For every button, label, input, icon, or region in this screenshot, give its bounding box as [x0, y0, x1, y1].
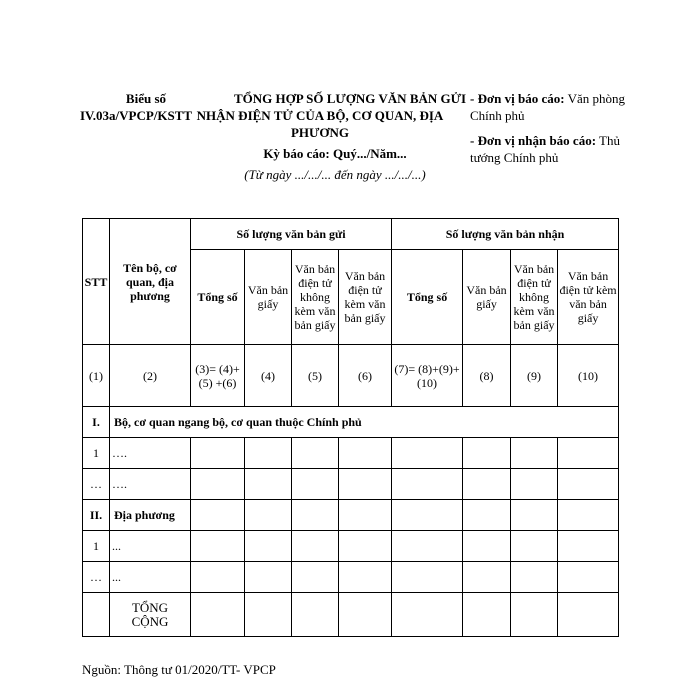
- unit-info: [470, 90, 630, 166]
- index-cell: (2): [110, 345, 191, 407]
- data-cell[interactable]: [191, 531, 245, 562]
- data-cell[interactable]: [245, 531, 292, 562]
- report-title-line2: NHẬN ĐIỆN TỬ CỦA BỘ, CƠ QUAN, ĐỊA: [196, 108, 444, 123]
- row-stt: 1: [83, 531, 110, 562]
- data-cell[interactable]: [339, 531, 392, 562]
- data-cell[interactable]: [339, 438, 392, 469]
- receiving-unit-label: - Đơn vị nhận báo cáo:: [470, 133, 597, 148]
- data-cell[interactable]: [463, 531, 511, 562]
- total-row: [83, 593, 619, 637]
- section-row: [83, 407, 619, 438]
- section-number: I.: [83, 407, 110, 438]
- data-cell[interactable]: [558, 531, 619, 562]
- data-cell[interactable]: [511, 593, 558, 637]
- total-stt: [83, 593, 110, 637]
- table-row: [83, 562, 619, 593]
- data-cell[interactable]: [392, 562, 463, 593]
- data-cell[interactable]: [392, 500, 463, 531]
- row-name: ….: [110, 438, 191, 469]
- data-cell[interactable]: [463, 469, 511, 500]
- data-cell[interactable]: [463, 593, 511, 637]
- received-total: Tổng số: [392, 250, 463, 345]
- form-code-line2: IV.03a/VPCP/KSTT: [80, 108, 193, 123]
- received-electronic-no-paper: Văn bản điện tử không kèm văn bản giấy: [511, 250, 558, 345]
- form-code-line1: Biểu số: [125, 91, 166, 106]
- col-name: Tên bộ, cơ quan, địa phương: [110, 219, 191, 345]
- report-period: Kỳ báo cáo: Quý.../Năm...: [263, 146, 407, 161]
- sent-paper: Văn bản giấy: [245, 250, 292, 345]
- data-cell[interactable]: [191, 593, 245, 637]
- data-cell[interactable]: [245, 438, 292, 469]
- data-cell[interactable]: [511, 438, 558, 469]
- report-table: [82, 218, 619, 637]
- row-name: ...: [110, 562, 191, 593]
- index-cell: (3)= (4)+(5) +(6): [191, 345, 245, 407]
- received-paper: Văn bản giấy: [463, 250, 511, 345]
- row-stt: …: [83, 469, 110, 500]
- index-cell: (4): [245, 345, 292, 407]
- reporting-unit-label: - Đơn vị báo cáo:: [470, 91, 565, 106]
- index-cell: (5): [292, 345, 339, 407]
- report-title-line1: TỔNG HỢP SỐ LƯỢNG VĂN BẢN GỬI: [233, 91, 467, 106]
- data-cell[interactable]: [245, 562, 292, 593]
- data-cell[interactable]: [292, 438, 339, 469]
- data-cell[interactable]: [392, 593, 463, 637]
- reporting-unit-value: Văn phòng Chính phủ: [470, 91, 626, 123]
- section-row: [83, 500, 619, 531]
- data-cell[interactable]: [292, 562, 339, 593]
- data-cell[interactable]: [339, 562, 392, 593]
- sent-electronic-with-paper: Văn bản điện tử kèm văn bản giấy: [339, 250, 392, 345]
- index-cell: (1): [83, 345, 110, 407]
- data-cell[interactable]: [463, 562, 511, 593]
- header-row-groups: [83, 219, 619, 250]
- data-cell[interactable]: [191, 500, 245, 531]
- report-title-line3: PHƯƠNG: [290, 125, 349, 140]
- data-cell[interactable]: [511, 562, 558, 593]
- data-cell[interactable]: [245, 469, 292, 500]
- data-cell[interactable]: [558, 562, 619, 593]
- data-cell[interactable]: [463, 500, 511, 531]
- data-cell[interactable]: [191, 562, 245, 593]
- received-electronic-with-paper: Văn bản điện tử kèm văn bản giấy: [558, 250, 619, 345]
- row-name: ….: [110, 469, 191, 500]
- data-cell[interactable]: [511, 500, 558, 531]
- data-cell[interactable]: [558, 469, 619, 500]
- data-cell[interactable]: [339, 469, 392, 500]
- data-cell[interactable]: [392, 469, 463, 500]
- data-cell[interactable]: [511, 531, 558, 562]
- group-received: Số lượng văn bản nhận: [392, 219, 619, 250]
- section-title: Địa phương: [110, 500, 191, 531]
- data-cell[interactable]: [511, 469, 558, 500]
- report-date-range: (Từ ngày .../.../... đến ngày .../.../...): [244, 167, 426, 182]
- index-cell: (6): [339, 345, 392, 407]
- index-cell: (10): [558, 345, 619, 407]
- report-title: [170, 90, 470, 141]
- data-cell[interactable]: [191, 469, 245, 500]
- section-title: Bộ, cơ quan ngang bộ, cơ quan thuộc Chính phủ: [110, 407, 619, 438]
- data-cell[interactable]: [292, 593, 339, 637]
- row-stt: 1: [83, 438, 110, 469]
- section-number: II.: [83, 500, 110, 531]
- index-cell: (7)= (8)+(9)+(10): [392, 345, 463, 407]
- total-label: TỔNG CỘNG: [110, 593, 191, 637]
- data-cell[interactable]: [292, 469, 339, 500]
- index-row: [83, 345, 619, 407]
- data-cell[interactable]: [292, 531, 339, 562]
- data-cell[interactable]: [245, 500, 292, 531]
- index-cell: (8): [463, 345, 511, 407]
- form-code: [80, 90, 193, 124]
- reporting-unit: [470, 90, 630, 124]
- data-cell[interactable]: [558, 593, 619, 637]
- receiving-unit: [470, 132, 630, 166]
- data-cell[interactable]: [392, 438, 463, 469]
- sent-total: Tổng số: [191, 250, 245, 345]
- index-cell: (9): [511, 345, 558, 407]
- data-cell[interactable]: [339, 500, 392, 531]
- col-stt: STT: [83, 219, 110, 345]
- table-row: [83, 469, 619, 500]
- sent-electronic-no-paper: Văn bản điện tử không kèm văn bản giấy: [292, 250, 339, 345]
- data-cell[interactable]: [463, 438, 511, 469]
- row-stt: …: [83, 562, 110, 593]
- group-sent: Số lượng văn bản gửi: [191, 219, 392, 250]
- table-row: [83, 531, 619, 562]
- data-cell[interactable]: [558, 500, 619, 531]
- data-cell[interactable]: [339, 593, 392, 637]
- source-note: Nguồn: Thông tư 01/2020/TT- VPCP: [82, 662, 276, 677]
- receiving-unit-value: Thủ tướng Chính phủ: [470, 133, 620, 165]
- data-cell[interactable]: [392, 531, 463, 562]
- data-cell[interactable]: [245, 593, 292, 637]
- data-cell[interactable]: [558, 438, 619, 469]
- row-name: ...: [110, 531, 191, 562]
- table-row: [83, 438, 619, 469]
- data-cell[interactable]: [191, 438, 245, 469]
- data-cell[interactable]: [292, 500, 339, 531]
